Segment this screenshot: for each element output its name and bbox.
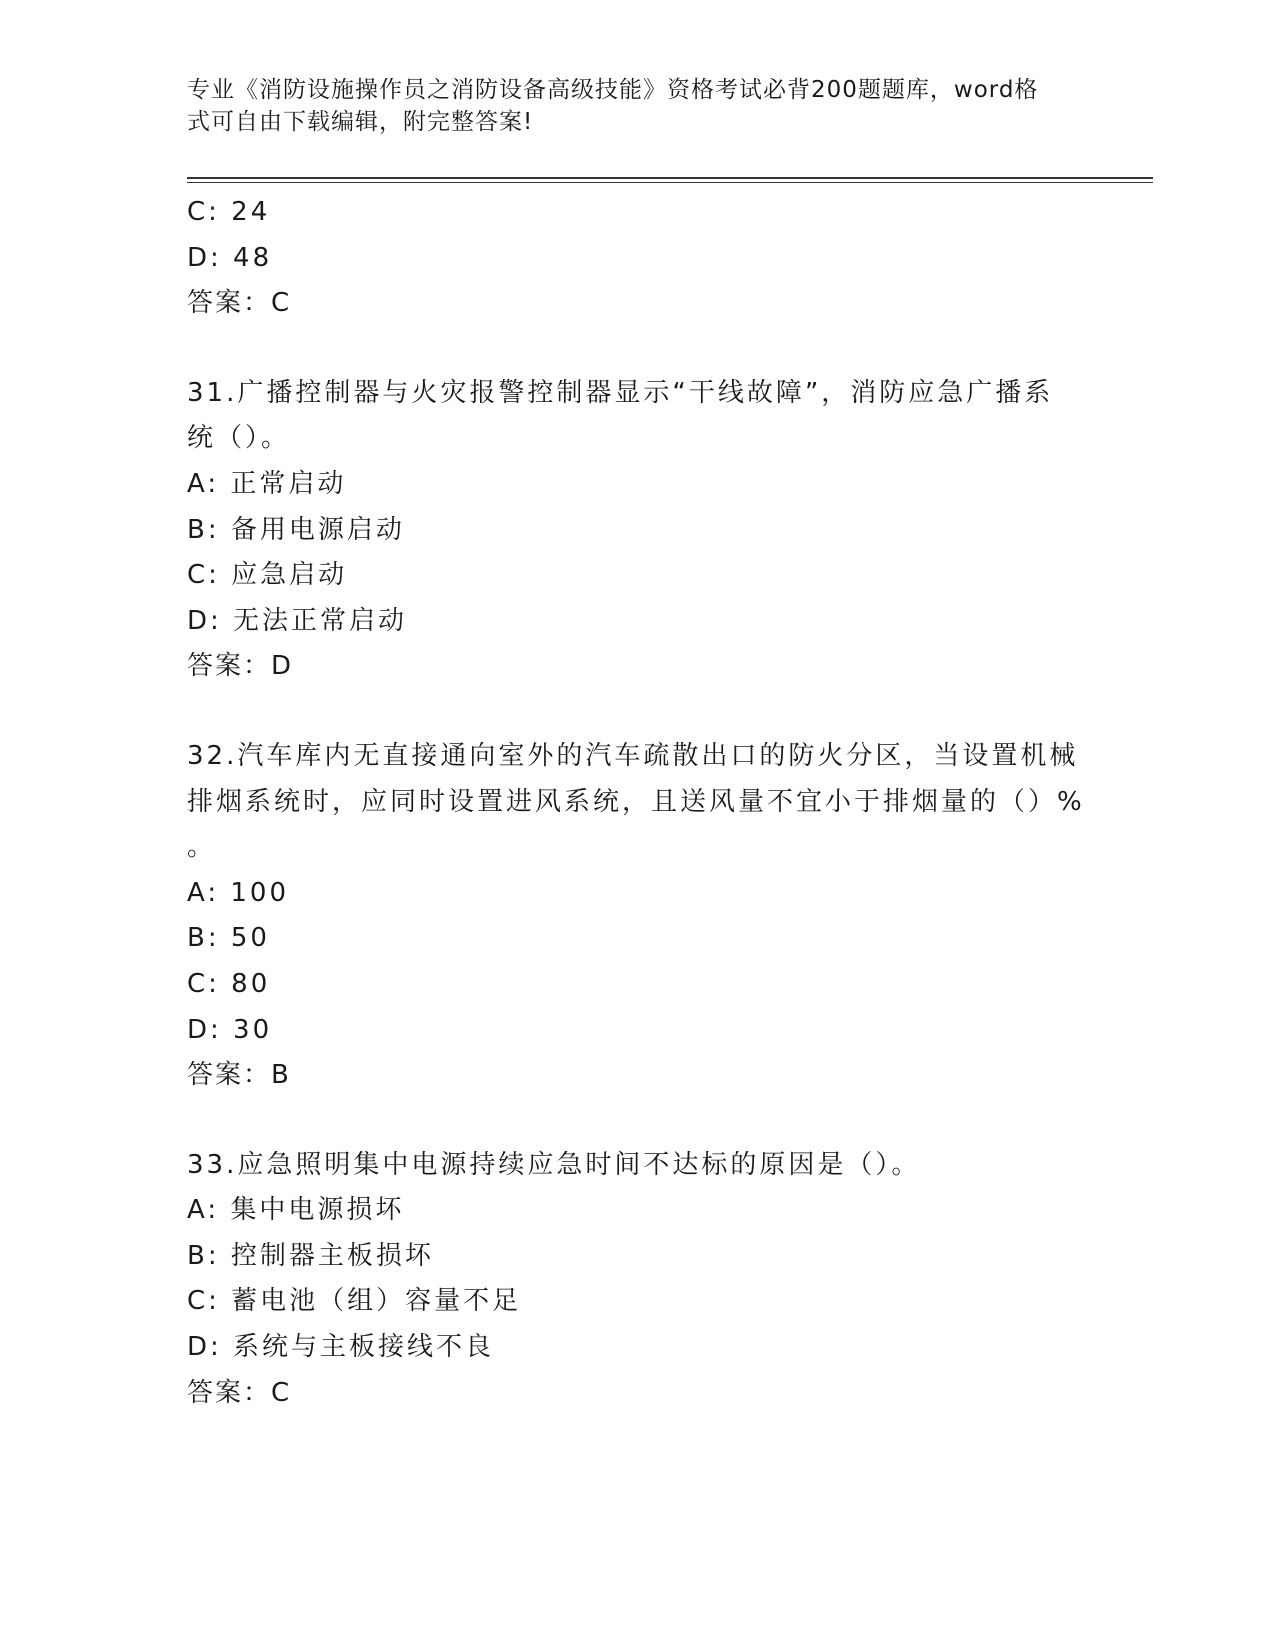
option-c: C: 应急启动 xyxy=(187,560,348,591)
option-c: C: 80 xyxy=(187,968,271,999)
option-a: A: 100 xyxy=(187,877,289,908)
option-b: B: 50 xyxy=(187,923,270,954)
question-31 xyxy=(187,371,1087,690)
answer-line: 答案：C xyxy=(187,288,292,319)
question-list xyxy=(187,190,1087,1416)
question-spacer xyxy=(187,690,1087,734)
option-a: A: 正常启动 xyxy=(187,468,347,499)
question-stem-line: 统（）。 xyxy=(187,423,291,454)
option-a: A: 集中电源损坏 xyxy=(187,1195,405,1226)
question-32 xyxy=(187,734,1087,1099)
option-c: C: 蓄电池（组）容量不足 xyxy=(187,1286,522,1317)
question-stem-line: 31.广播控制器与火灾报警控制器显示“干线故障”，消防应急广播系 xyxy=(187,377,1054,408)
option-c: C: 24 xyxy=(187,197,271,227)
option-d: D: 无法正常启动 xyxy=(187,605,408,636)
question-spacer xyxy=(187,327,1087,371)
answer-line: 答案：D xyxy=(187,651,294,682)
question-stem-line: 。 xyxy=(187,832,217,863)
answer-line: 答案：C xyxy=(187,1377,292,1408)
question-stem-line: 33.应急照明集中电源持续应急时间不达标的原因是（）。 xyxy=(187,1149,921,1180)
question-30-tail xyxy=(187,190,1087,327)
header-divider-thick xyxy=(187,177,1153,179)
header-title-line-1: 专业《消防设施操作员之消防设备高级技能》资格考试必背200题题库，word格 xyxy=(187,77,1039,103)
document-header xyxy=(187,74,1067,138)
header-title-line-2: 式可自由下载编辑，附完整答案! xyxy=(187,109,534,135)
answer-line: 答案：B xyxy=(187,1060,291,1091)
header-divider-thin xyxy=(187,182,1153,183)
question-stem-line: 排烟系统时，应同时设置进风系统，且送风量不宜小于排烟量的（）% xyxy=(187,786,1085,817)
option-b: B: 控制器主板损坏 xyxy=(187,1240,434,1271)
question-spacer xyxy=(187,1099,1087,1143)
option-d: D: 48 xyxy=(187,242,273,273)
option-b: B: 备用电源启动 xyxy=(187,514,405,545)
option-d: D: 30 xyxy=(187,1014,273,1045)
option-d: D: 系统与主板接线不良 xyxy=(187,1332,495,1363)
question-33 xyxy=(187,1143,1087,1417)
question-stem-line: 32.汽车库内无直接通向室外的汽车疏散出口的防火分区，当设置机械 xyxy=(187,740,1079,771)
